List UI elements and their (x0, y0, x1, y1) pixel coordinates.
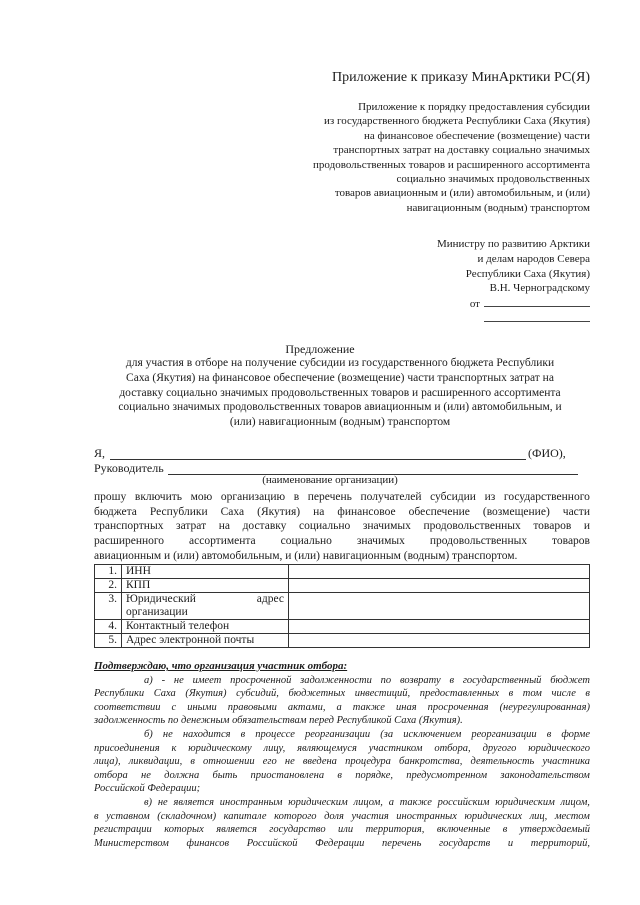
table-row (95, 634, 590, 648)
request-line: авиационным и (или) автомобильным, и (или) навигационным (водным) транспортом. (94, 549, 518, 562)
appendix-line: Приложение к порядку предоставления субсидии (358, 101, 590, 113)
subtitle-line: доставку социально значимых продовольственных товаров и расширенного ассортимента (119, 386, 561, 399)
document-subtitle (90, 356, 590, 430)
subtitle-line: (или) навигационным (водным) транспортом (229, 416, 451, 429)
confirmation-line: лица), ликвидации, в отношении его не введена процедура банкротства, деятельность участника (94, 756, 590, 768)
addressee-line: Министру по развитию Арктики (436, 238, 590, 250)
confirmation-line: Российской Федерации; (94, 783, 201, 795)
confirmation-line: присоединения к юридическому лицу, являющемуся участником отбора, другого юридического (94, 742, 590, 754)
confirmation-line: отбора не должна быть приостановлена в порядке, предусмотренном законодательством (94, 769, 590, 781)
fio-field[interactable] (110, 459, 526, 460)
row-label (122, 593, 289, 620)
confirmation-line: Республики Саха (Якутия) субсидий, бюджетных инвестиций, предоставленных в том числе в (94, 688, 590, 700)
appendix-line: из государственного бюджета Республики Саха (Якутия) (324, 115, 590, 128)
document-title: Предложение (285, 342, 355, 356)
table-row (95, 620, 590, 634)
appendix-line: социально значимых продовольственных (396, 173, 590, 186)
appendix-line: транспортных затрат на доставку социально значимых (333, 144, 590, 157)
organization-caption: (наименование организации) (262, 474, 398, 486)
inn-value-cell[interactable] (289, 565, 590, 579)
confirmation-line: соответствии с иными правовыми актами, а также иная просроченная (неурегулированная) (94, 701, 590, 713)
addressee-block (360, 237, 590, 312)
addressee-line: Республики Саха (Якутия) (465, 267, 590, 280)
row-label-part: адрес (256, 593, 284, 605)
from-row (360, 296, 590, 312)
addressee-line: и делам народов Севера (477, 252, 590, 265)
subtitle-line: Саха (Якутия) на финансовое обеспечение (возмещение) части транспортных затрат на (126, 371, 554, 384)
request-line: расширенного ассортимента социально значимых продовольственных товаров (94, 535, 590, 548)
email-value-cell[interactable] (289, 634, 590, 648)
row-label-part: организации (126, 606, 188, 618)
row-number: 5. (95, 634, 122, 648)
from-blank-field[interactable] (484, 296, 590, 307)
table-row (95, 593, 590, 620)
appendix-line: навигационным (водным) транспортом (406, 201, 590, 214)
organization-details-table (94, 564, 590, 648)
request-line: бюджета Республики Саха (Якутия) на финансовое обеспечение (возмещение) части (94, 505, 590, 518)
row-number: 4. (95, 620, 122, 634)
confirmation-line: а) - не имеет просроченной задолженности по возврату в государственный бюджет (144, 674, 590, 686)
appendix-reference (250, 100, 590, 215)
head-label: Руководитель (94, 461, 164, 475)
subtitle-line: для участия в отборе на получение субсидии из государственного бюджета Республики (125, 357, 555, 369)
order-appendix-title: Приложение к приказу МинАрктики РС(Я) (332, 70, 590, 85)
appendix-line: на финансовое обеспечение (возмещение) части (364, 129, 590, 142)
request-paragraph (94, 490, 590, 564)
row-label-part: Юридический (126, 593, 196, 605)
row-number: 3. (95, 593, 122, 620)
appendix-line: продовольственных товаров и расширенного ассортимента (313, 158, 590, 171)
table-row (95, 565, 590, 579)
subtitle-line: социально значимых продовольственных товаров авиационным и (или) автомобильным, и (118, 401, 562, 414)
kpp-value-cell[interactable] (289, 579, 590, 593)
row-number: 1. (95, 565, 122, 579)
confirmation-line: задолженность по денежным обязательствам перед Республикой Саха (Якутия). (94, 715, 463, 727)
request-line: прошу включить мою организацию в перечень получателей субсидии из государственного (94, 491, 590, 503)
appendix-line: товаров авиационным и (или) автомобильным, и (или) (334, 187, 590, 200)
confirmation-line: Министерством финансов Российской Федерации перечень государств и территорий, (94, 837, 590, 849)
confirmation-line: регистрации которых является государство или территория, включенные в утверждаемый (94, 824, 590, 836)
addressee-line: В.Н. Черноградскому (489, 282, 590, 295)
confirmation-heading: Подтверждаю, что организация участник отбора: (94, 660, 348, 672)
confirmation-line: б) не находится в процессе реорганизации (за исключением реорганизации в форме (144, 728, 590, 740)
from-blank-field-2[interactable] (484, 321, 590, 322)
request-line: транспортных затрат на доставку социально значимых продовольственных товаров и (94, 520, 590, 533)
fio-label: (ФИО), (528, 446, 566, 460)
from-label: от (469, 298, 480, 311)
phone-value-cell[interactable] (289, 620, 590, 634)
row-label: Адрес электронной почты (122, 634, 289, 648)
row-label: КПП (122, 579, 289, 593)
confirmation-section (94, 660, 590, 850)
row-label: Контактный телефон (122, 620, 289, 634)
row-label: ИНН (122, 565, 289, 579)
row-number: 2. (95, 579, 122, 593)
legal-address-value-cell[interactable] (289, 593, 590, 620)
confirmation-line: в уставном (складочном) капитале которого доля участия иностранных юридических лиц, местом (94, 810, 590, 822)
table-row (95, 579, 590, 593)
confirmation-line: в) не является иностранным юридическим лицом, а также российским юридическим лицом, (144, 796, 590, 808)
i-label: Я, (94, 446, 106, 460)
